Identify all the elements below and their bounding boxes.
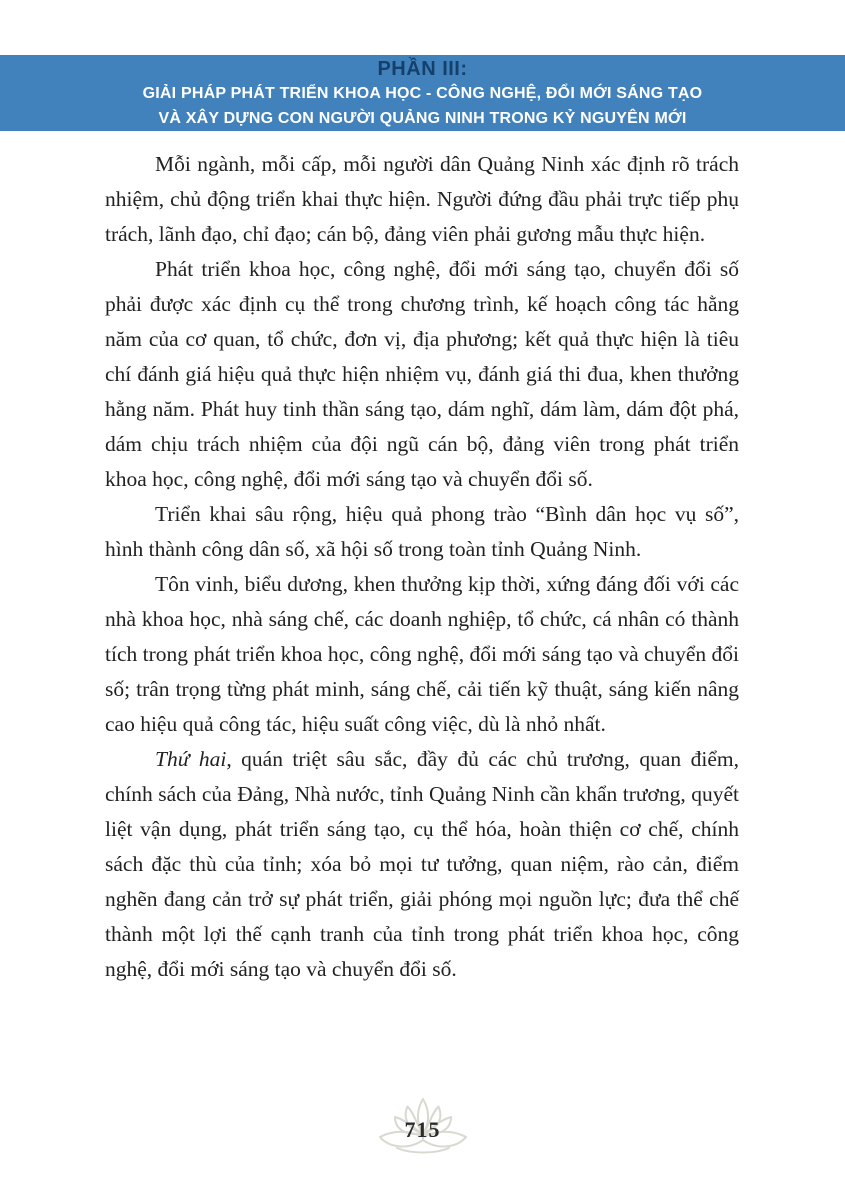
paragraph: [105, 567, 739, 742]
page-footer: [0, 1096, 845, 1160]
section-header-banner: [0, 55, 845, 131]
paragraph: [105, 252, 739, 497]
text-run: Phát triển khoa học, công nghệ, đổi mới sáng tạo, chuyển đổi số phải được xác định cụ thể trong chương trình, kế hoạch công tác hằng năm của cơ quan, tổ chức, đơn vị, địa phương; kết quả thực hiện là tiêu chí đánh giá hiệu quả thực hiện nhiệm vụ, đánh giá thi đua, khen thưởng hằng năm. Phát huy tinh thần sáng tạo, dám nghĩ, dám làm, dám đột phá, dám chịu trách nhiệm của đội ngũ cán bộ, đảng viên trong phát triển khoa học, công nghệ, đổi mới sáng tạo và chuyển đổi số.: [105, 257, 739, 491]
text-run: Tôn vinh, biểu dương, khen thưởng kịp thời, xứng đáng đối với các nhà khoa học, nhà sáng chế, các doanh nghiệp, tổ chức, cá nhân có thành tích trong phát triển khoa học, công nghệ, đổi mới sáng tạo và chuyển đổi số; trân trọng từng phát minh, sáng chế, cải tiến kỹ thuật, sáng kiến nâng cao hiệu quả công tác, hiệu suất công việc, dù là nhỏ nhất.: [105, 572, 739, 736]
section-title-line-2: VÀ XÂY DỰNG CON NGƯỜI QUẢNG NINH TRONG KỶ NGUYÊN MỚI: [158, 110, 687, 127]
page-number: 715: [404, 1117, 441, 1142]
text-run: Triển khai sâu rộng, hiệu quả phong trào “Bình dân học vụ số”, hình thành công dân số, xã hội số trong toàn tỉnh Quảng Ninh.: [105, 502, 739, 561]
body-paragraphs: [105, 147, 739, 987]
section-title-line-1: GIẢI PHÁP PHÁT TRIỂN KHOA HỌC - CÔNG NGHỆ, ĐỔI MỚI SÁNG TẠO: [142, 85, 703, 102]
text-run: , quán triệt sâu sắc, đầy đủ các chủ trương, quan điểm, chính sách của Đảng, Nhà nước, tỉnh Quảng Ninh cần khẩn trương, quyết liệt vận dụng, phát triển sáng tạo, cụ thể hóa, hoàn thiện cơ chế, chính sách đặc thù của tỉnh; xóa bỏ mọi tư tưởng, quan niệm, rào cản, điểm nghẽn đang cản trở sự phát triển, giải phóng mọi nguồn lực; đưa thể chế thành một lợi thế cạnh tranh của tỉnh trong phát triển khoa học, công nghệ, đổi mới sáng tạo và chuyển đổi số.: [105, 747, 739, 981]
paragraph: [105, 147, 739, 252]
text-run: Mỗi ngành, mỗi cấp, mỗi người dân Quảng Ninh xác định rõ trách nhiệm, chủ động triển khai thực hiện. Người đứng đầu phải trực tiếp phụ trách, lãnh đạo, chỉ đạo; cán bộ, đảng viên phải gương mẫu thực hiện.: [105, 152, 739, 246]
part-label: PHẦN III:: [377, 58, 468, 80]
text-run: Thứ hai: [155, 747, 227, 771]
paragraph: [105, 497, 739, 567]
lotus-page-number-group: [373, 1096, 473, 1158]
paragraph: [105, 742, 739, 987]
